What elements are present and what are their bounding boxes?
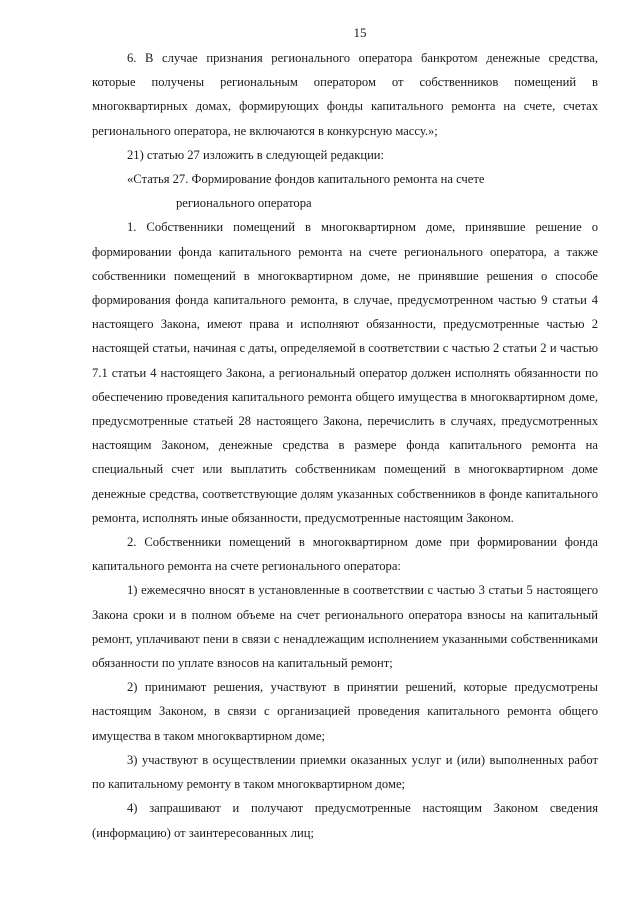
page-number: 15 [353,25,367,40]
document-body [92,46,598,845]
paragraph: 6. В случае признания регионального оператора банкротом денежные средства, которые получены региональным оператором от собственников помещений в многоквартирных домах, формирующих фонды капитального ремонта на счете, счетах регионального оператора, не включаются в конкурсную массу.»; [92,51,598,138]
list-item: 1) ежемесячно вносят в установленные в соответствии с частью 3 статьи 5 настоящего Закона сроки и в полном объеме на счет регионального оператора взносы на капитальный ремонт, уплачивают пени в связи с ненадлежащим исполнением указанными собственниками обязанности по уплате взносов на капитальный ремонт; [92,583,598,671]
list-item: 2) принимают решения, участвуют в принятии решений, которые предусмотрены настоящим Законом, в связи с организацией проведения капитального ремонта общего имущества в таком многоквартирном доме; [92,680,598,743]
paragraph: 21) статью 27 изложить в следующей редакции: [127,147,385,162]
list-item: 3) участвуют в осуществлении приемки оказанных услуг и (или) выполненных работ по капитальному ремонту в таком многоквартирном доме; [92,752,598,792]
article-heading-line2: регионального оператора [176,196,312,211]
list-item: 4) запрашивают и получают предусмотренные настоящим Законом сведения (информацию) от заинтересованных лиц; [92,801,598,840]
article-paragraph: 2. Собственники помещений в многоквартирном доме при формировании фонда капитального ремонта на счете регионального оператора: [92,535,598,574]
article-heading-line1: «Статья 27. Формирование фондов капитального ремонта на счете [127,172,485,187]
article-heading [92,167,598,215]
article-paragraph: 1. Собственники помещений в многоквартирном доме, принявшие решение о формировании фонда капитального ремонта на счете регионального оператора, а также собственники помещений в многоквартирном доме, не принявшие решения о способе формирования фонда капитального ремонта, в случае, предусмотренном частью 9 статьи 4 настоящего Закона, имеют права и исполняют обязанности, предусмотренные частью 2 настоящей статьи, начиная с даты, определяемой в соответствии с частью 2 статьи 2 и частью 7.1 статьи 4 настоящего Закона, а региональный оператор должен исполнять обязанности по обеспечению проведения капитального ремонта общего имущества в многоквартирном доме, предусмотренные статьей 28 настоящего Закона, перечислить в случаях, предусмотренных настоящим Законом, денежные средства в размере фонда капитального ремонта на специальный счет или выплатить собственникам помещений в многоквартирном доме денежные средства, соответствующие долям указанных собственников в фонде капитального ремонта, исполнять иные обязанности, предусмотренные настоящим Законом. [92,220,598,525]
